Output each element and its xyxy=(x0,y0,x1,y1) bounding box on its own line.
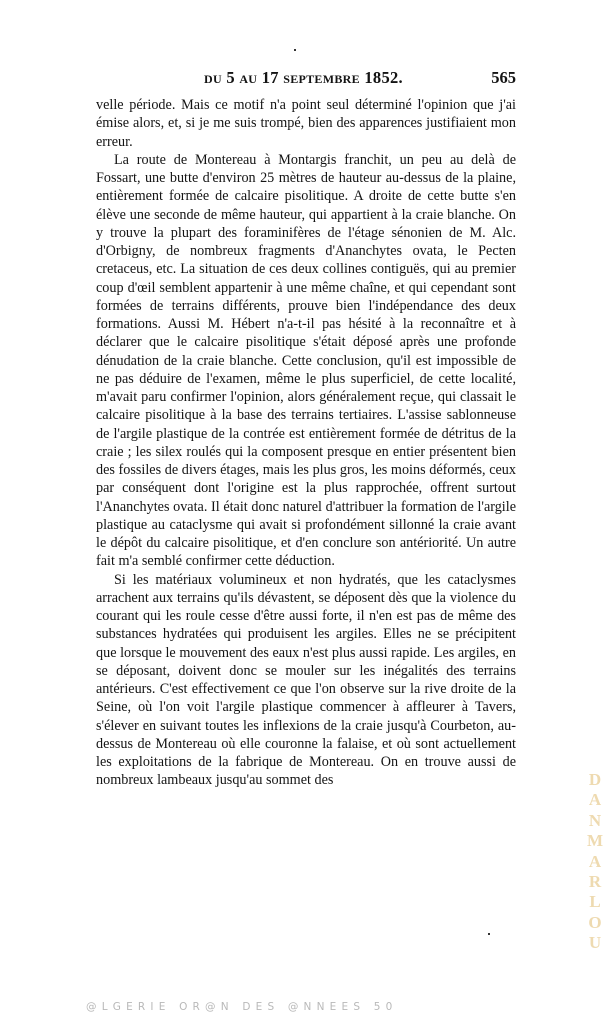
footer-watermark: @LGERIE OR@N DES @NNEES 50 xyxy=(86,1001,398,1013)
page-number: 565 xyxy=(491,68,516,87)
paragraph-materiaux: Si les matériaux volumineux et non hydratés, que les cataclysmes arrachent aux terrains qu'ils dévastent, se déposent dès que la violence du courant qui les roule cesse d'être aussi forte, il n'en est pas de même des substances hydratées qui produisent les argiles. Elles ne se précipitent que lorsque le mouvement des eaux n'est plus aussi rapide. Les argiles, en se déposant, doivent donc se mouler sur les inégalités des terrains antérieurs. C'est effectivement ce que l'on observe sur la rive droite de la Seine, où l'on voit l'argile plastique commencer à affleurer à Tavers, s'élever en suivant toutes les inflexions de la craie jusqu'à Courbeton, au-dessus de Montereau où elle couronne la falaise, et où sont actuellement les exploitations de la fabrique de Montereau. On en trouve aussi de nombreux lambeaux jusqu'au sommet des xyxy=(96,571,516,789)
paragraph-continuation: velle période. Mais ce motif n'a point seul déterminé l'opinion que j'ai émise alors, et, si je me suis trompé, bien des apparences justifiaient mon erreur. xyxy=(96,97,516,150)
print-speck xyxy=(488,933,490,935)
paragraph-route-montereau: La route de Montereau à Montargis franchit, un peu au delà de Fossart, une butte d'environ 25 mètres de hauteur au-dessus de la plaine, entièrement formée de calcaire pisolitique. A droite de cette butte s'en élève une seconde de même hauteur, qui appartient à la craie blanche. On y trouve la plupart des foraminifères de l'étage sénonien de M. Alc. d'Orbigny, de nombreux fragments d'Ananchytes ovata, le Pecten cretaceus, etc. La situation de ces deux collines contiguës, qui au premier coup d'œil semblent appartenir à une même chaîne, et qui cependant sont formées de terrains différents, prouve bien l'indépendance des deux formations. Aussi M. Hébert n'a-t-il pas hésité à la reconnaître et à déclarer que le calcaire pisolitique s'était déposé après une profonde dénudation de la craie blanche. Cette conclusion, qu'il est impossible de ne pas déduire de l'examen, même le plus superficiel, de cette localité, m'avait paru confirmer l'opinion, alors généralement reçue, qui classait le calcaire pisolitique à la base des terrains tertiaires. L'assise sablonneuse de l'argile plastique de la contrée est entièrement formée de détritus de la craie ; les silex roulés qui la composent presque en entier présentent bien des fossiles de divers étages, mais les plus gros, les moins déformés, ceux par conséquent dont l'origine est la plus rapprochée, offrent surtout l'Ananchytes ovata. Il était donc naturel d'attribuer la formation de l'argile plastique au cataclysme qui avait si profondément sillonné la craie avant le dépôt du calcaire pisolitique, et d'en conclure son antériorité. Un autre fait m'a semblé confirmer cette déduction. xyxy=(96,151,516,570)
running-title: du 5 au 17 septembre 1852. xyxy=(204,68,403,87)
side-watermark: DANMARLOU xyxy=(586,770,604,953)
running-header xyxy=(96,68,516,92)
body-text xyxy=(96,96,516,790)
print-speck xyxy=(294,49,296,51)
